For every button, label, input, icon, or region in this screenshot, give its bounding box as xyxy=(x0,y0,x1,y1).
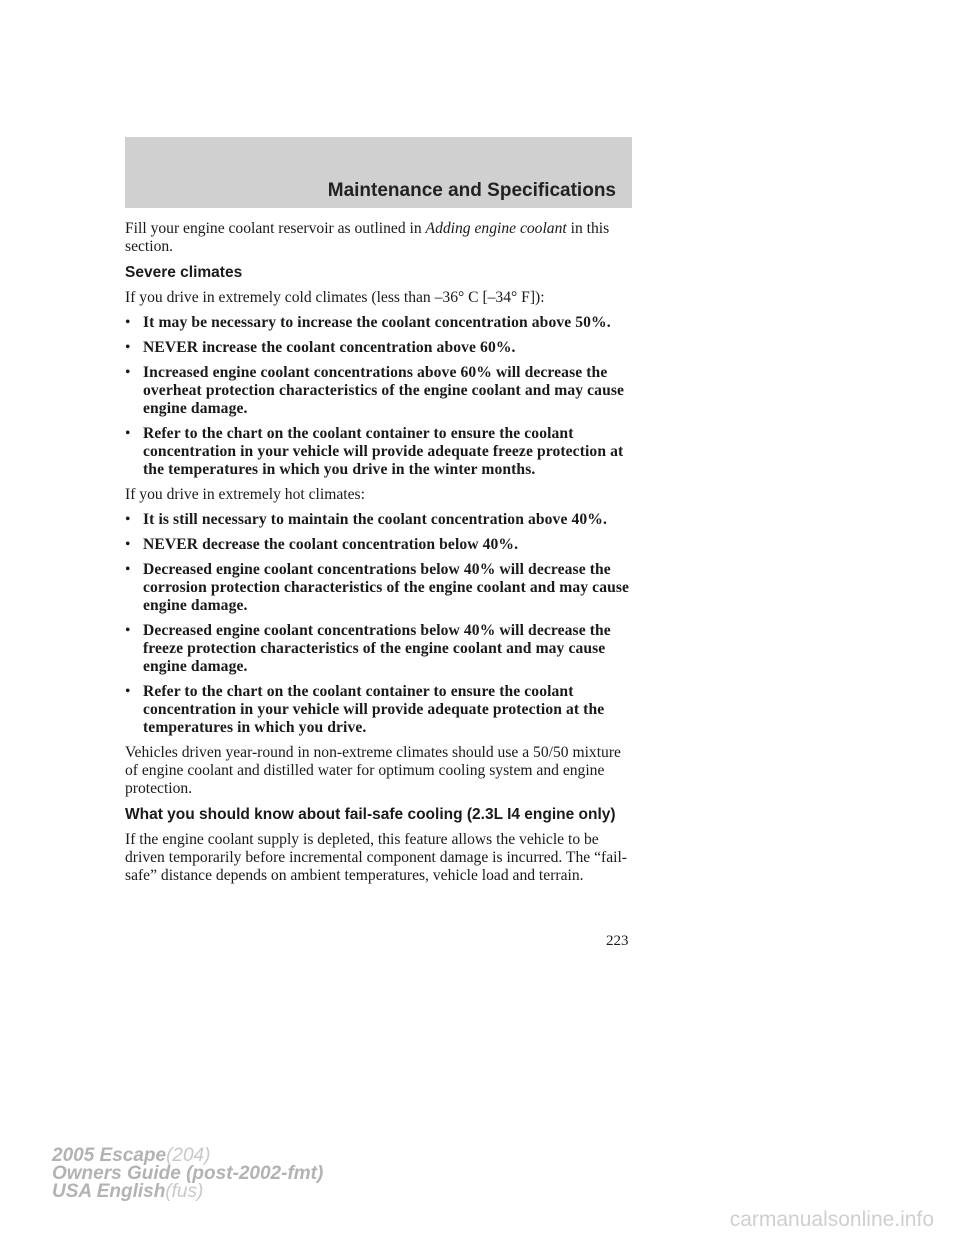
list-item-text: It may be necessary to increase the coolant concentration above 50%. xyxy=(143,314,611,331)
list-item-text: NEVER increase the coolant concentration above 60%. xyxy=(143,339,516,356)
list-item-text: It is still necessary to maintain the coolant concentration above 40%. xyxy=(143,511,607,528)
list-item-text: Decreased engine coolant concentrations below 40% will decrease the corrosion protection characteristics of the engine coolant and may cause engine damage. xyxy=(143,561,630,614)
section-title: Maintenance and Specifications xyxy=(327,180,616,201)
page-number: 223 xyxy=(606,933,629,949)
bullet-icon: • xyxy=(125,511,131,528)
hot-climate-intro: If you drive in extremely hot climates: xyxy=(125,486,365,503)
intro-tail: in this section. xyxy=(125,220,610,255)
list-item-text: NEVER decrease the coolant concentration below 40%. xyxy=(143,536,519,553)
footer-model-code: (204) xyxy=(166,1145,211,1166)
footer-model: 2005 Escape xyxy=(52,1145,167,1166)
footer-guide: Owners Guide (post-2002-fmt) xyxy=(52,1163,324,1184)
bullet-icon: • xyxy=(125,683,131,700)
list-item xyxy=(125,425,633,479)
list-item xyxy=(125,511,633,529)
intro-paragraph xyxy=(125,220,633,256)
severe-climates-heading: Severe climates xyxy=(125,264,243,281)
intro-link: Adding engine coolant xyxy=(425,220,567,237)
list-item-text: Increased engine coolant concentrations above 60% will decrease the overheat protection characteristics of the engine coolant and may cause engine damage. xyxy=(143,364,625,417)
hot-climate-list xyxy=(125,511,633,737)
list-item xyxy=(125,364,633,418)
list-item xyxy=(125,536,633,554)
page-content xyxy=(125,220,633,892)
bullet-icon: • xyxy=(125,314,131,331)
list-item xyxy=(125,683,633,737)
footer-line-3 xyxy=(52,1183,323,1201)
bullet-icon: • xyxy=(125,425,131,442)
cold-climate-intro: If you drive in extremely cold climates (less than –36° C [–34° F]): xyxy=(125,289,545,306)
bullet-icon: • xyxy=(125,364,131,381)
bullet-icon: • xyxy=(125,536,131,553)
document-footer xyxy=(52,1147,323,1201)
footer-language: USA English xyxy=(52,1181,166,1202)
header-band xyxy=(125,137,632,208)
list-item xyxy=(125,339,633,357)
list-item xyxy=(125,314,633,332)
intro-text: Fill your engine coolant reservoir as outlined in xyxy=(125,220,426,237)
list-item-text: Refer to the chart on the coolant container to ensure the coolant concentration in your vehicle will provide adequate freeze protection at the temperatures in which you drive in the winter months. xyxy=(143,425,624,478)
bullet-icon: • xyxy=(125,339,131,356)
list-item-text: Refer to the chart on the coolant container to ensure the coolant concentration in your vehicle will provide adequate protection at the temperatures in which you drive. xyxy=(143,683,605,736)
fail-safe-paragraph: If the engine coolant supply is depleted, this feature allows the vehicle to be driven temporarily before incremental component damage is incurred. The “fail-safe” distance depends on ambient temperatures, vehicle load and terrain. xyxy=(125,831,627,884)
fail-safe-heading: What you should know about fail-safe cooling (2.3L I4 engine only) xyxy=(125,806,616,823)
bullet-icon: • xyxy=(125,622,131,639)
footer-language-code: (fus) xyxy=(165,1181,204,1202)
year-round-paragraph: Vehicles driven year-round in non-extreme climates should use a 50/50 mixture of engine coolant and distilled water for optimum cooling system and engine protection. xyxy=(125,744,621,797)
list-item-text: Decreased engine coolant concentrations below 40% will decrease the freeze protection characteristics of the engine coolant and may cause engine damage. xyxy=(143,622,611,675)
list-item xyxy=(125,561,633,615)
list-item xyxy=(125,622,633,676)
bullet-icon: • xyxy=(125,561,131,578)
watermark: carmanualsonline.info xyxy=(729,1208,934,1231)
cold-climate-list xyxy=(125,314,633,479)
